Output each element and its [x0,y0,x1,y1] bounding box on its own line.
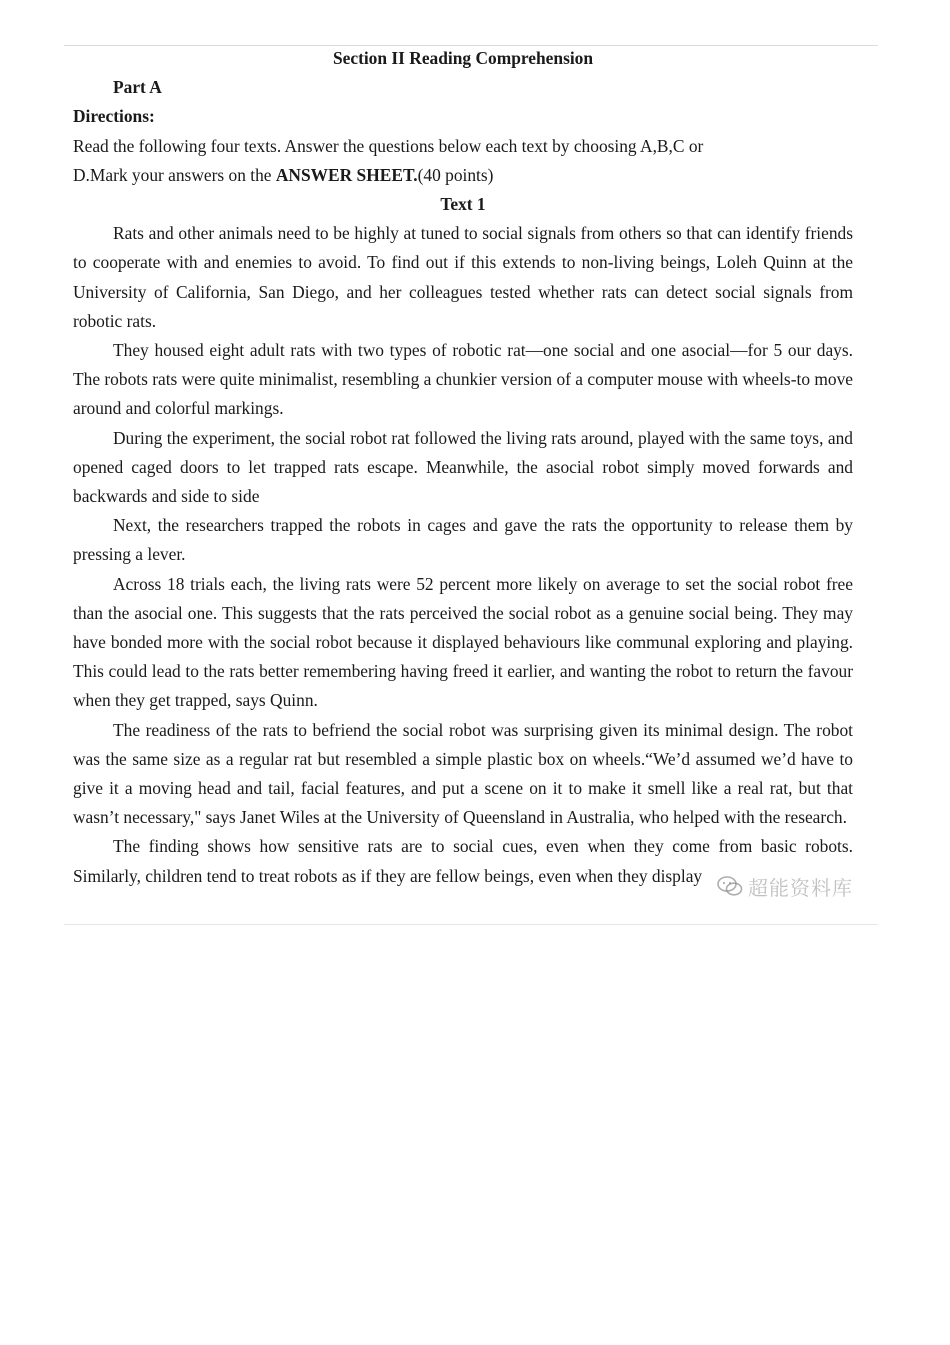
text-title: Text 1 [440,194,486,215]
directions-line-2 [73,161,853,190]
paragraph-1: Rats and other animals need to be highly at tuned to social signals from others so that can identify friends to cooperate with and enemies to avoid. To find out if this extends to non-living beings, Loleh Quinn at the University of California, San Diego, and her colleagues tested whether rats can detect social signals from robotic rats. [73,223,853,331]
paragraph-6: The readiness of the rats to befriend the social robot was surprising given its minimal design. The robot was the same size as a regular rat but resembled a simple plastic box on wheels.“We’d assumed we’d have to give it a moving head and tail, facial features, and put a scene on it to make it smell like a real rat, but that wasn’t necessary," says Janet Wiles at the University of Queensland in Australia, who helped with the research. [73,719,853,828]
watermark [716,866,856,906]
directions-line-2-post: (40 points) [417,164,494,185]
wechat-icon [716,875,744,897]
page-content [73,44,853,891]
directions-label: Directions: [73,106,155,127]
paragraph-2: They housed eight adult rats with two types of robotic rat—one social and one asocial—for 5 our days. The robots rats were quite minimalist, resembling a chunkier version of a computer mouse with wheels-to move around and colorful markings. [73,340,853,419]
bottom-divider [64,924,878,925]
directions-line-1: Read the following four texts. Answer the questions below each text by choosing A,B,C or [73,135,704,156]
paragraph-7: The finding shows how sensitive rats are to social cues, even when they come from basic robots. Similarly, children tend to treat robots as if they are fellow beings, even when they display [73,836,853,886]
answer-sheet-label: ANSWER SHEET. [275,164,418,185]
part-title: Part A [113,77,162,98]
paragraph-3: During the experiment, the social robot rat followed the living rats around, played with the same toys, and opened caged doors to let trapped rats escape. Meanwhile, the asocial robot simply moved forwards and backwards and side to side [73,427,853,507]
section-title: Section II Reading Comprehension [332,48,594,68]
paragraph-4: Next, the researchers trapped the robots in cages and gave the rats the opportunity to release them by pressing a lever. [73,515,853,565]
paragraph-5: Across 18 trials each, the living rats were 52 percent more likely on average to set the social robot free than the asocial one. This suggests that the rats perceived the social robot as a genuine social being. They may have bonded more with the social robot because it displayed behaviours like communal exploring and playing. This could lead to the rats better remembering having freed it earlier, and wanting the robot to return the favour when they get trapped, says Quinn. [73,573,853,711]
watermark-text: 超能资料库 [748,875,853,900]
directions-line-2-pre: D.Mark your answers on the [73,164,276,185]
